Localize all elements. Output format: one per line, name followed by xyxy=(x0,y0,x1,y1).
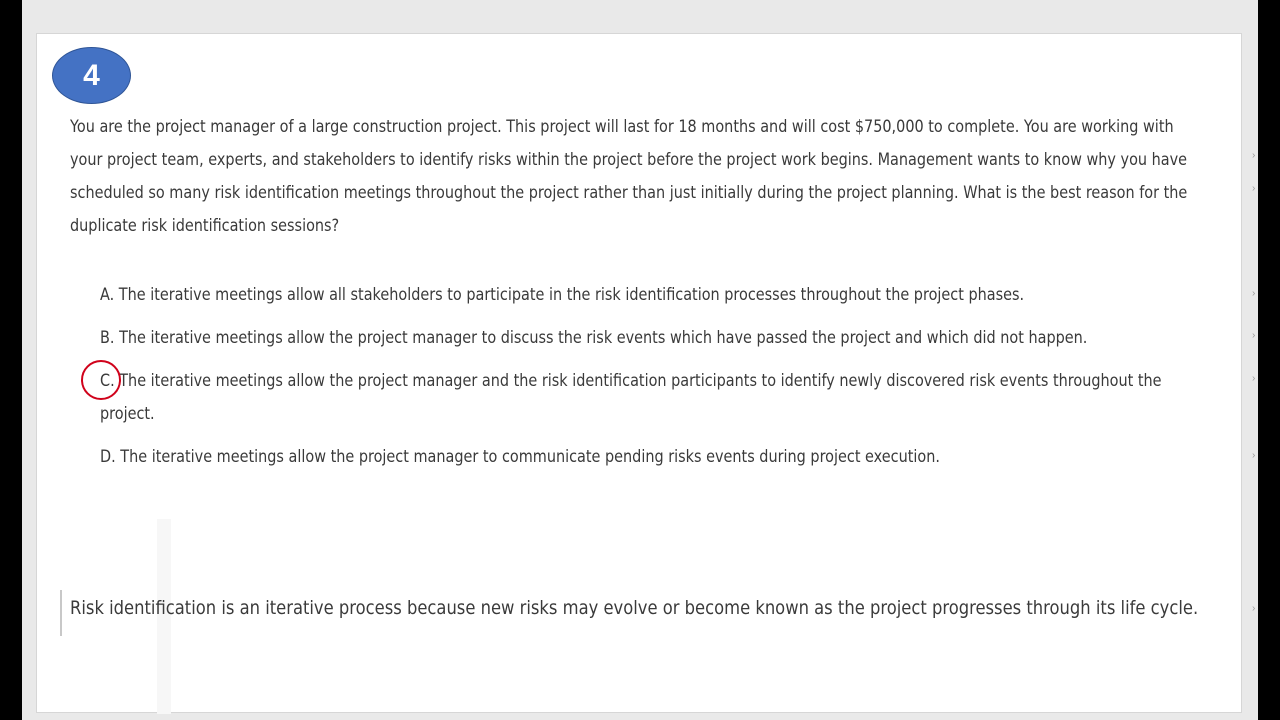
option-d[interactable] xyxy=(100,440,1187,473)
question-text: You are the project manager of a large construction project. This project will last for 18 months and will cost $750,000 to complete. You are working with your project team, experts, and stakeholders to identify risks within the project before the project work begins. Management wants to know why you have scheduled so many risk identification meetings throughout the project rather than just initially during the project planning. What is the best reason for the duplicate risk identification sessions? xyxy=(70,117,1188,235)
option-letter: D. xyxy=(100,447,116,466)
explanation-quote-bar xyxy=(60,590,62,636)
option-a[interactable] xyxy=(100,278,1187,311)
option-c[interactable] xyxy=(100,364,1187,430)
option-text: The iterative meetings allow the project manager to communicate pending risks events during project execution. xyxy=(115,447,940,466)
right-letterbox xyxy=(1258,0,1280,720)
side-mark-icon: › xyxy=(1252,373,1256,384)
side-mark-icon: › xyxy=(1252,150,1256,161)
option-b[interactable] xyxy=(100,321,1187,354)
option-letter: A. xyxy=(100,285,115,304)
left-letterbox xyxy=(0,0,22,720)
side-mark-icon: › xyxy=(1252,288,1256,299)
explanation-text: Risk identification is an iterative process because new risks may evolve or become known as the project progresses through its life cycle. xyxy=(70,598,1199,619)
option-letter: B. xyxy=(100,328,115,347)
correct-answer-circle xyxy=(81,360,121,400)
option-text: The iterative meetings allow the project manager to discuss the risk events which have passed the project and which did not happen. xyxy=(114,328,1088,347)
side-mark-icon: › xyxy=(1252,603,1256,614)
answer-options xyxy=(100,278,1187,483)
side-mark-icon: › xyxy=(1252,183,1256,194)
question-card xyxy=(36,33,1242,713)
option-letter: C. xyxy=(100,371,115,390)
option-text: The iterative meetings allow all stakeholders to participate in the risk identification processes throughout the project phases. xyxy=(114,285,1025,304)
side-scroll-marks xyxy=(1252,0,1258,720)
side-mark-icon: › xyxy=(1252,450,1256,461)
option-text: The iterative meetings allow the project manager and the risk identification participants to identify newly discovered risk events throughout the project. xyxy=(100,371,1162,423)
side-mark-icon: › xyxy=(1252,330,1256,341)
question-number-badge: 4 xyxy=(52,47,131,104)
